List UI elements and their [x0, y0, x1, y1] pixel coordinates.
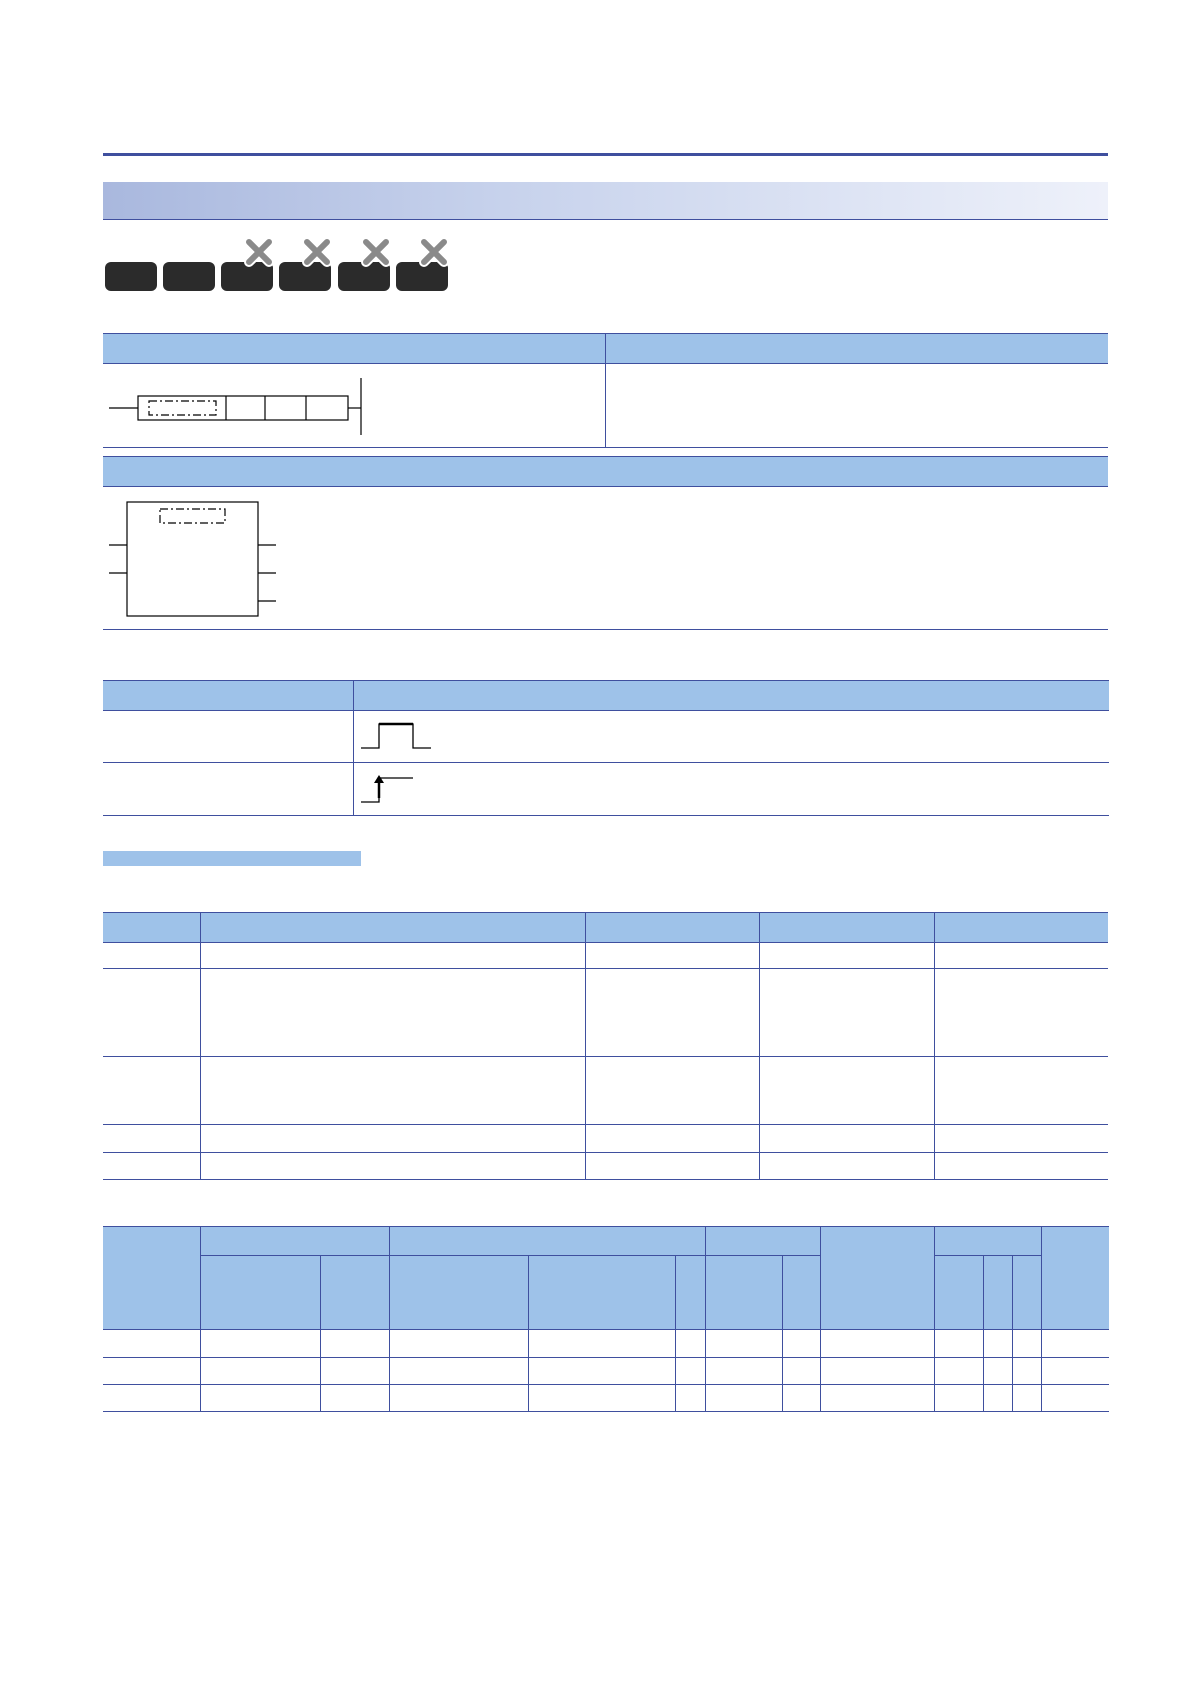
cross-mark-icon	[243, 236, 275, 268]
cross-mark-icon	[360, 236, 392, 268]
setting-data-section-tab	[103, 851, 361, 866]
ladder-table-divider	[605, 333, 606, 448]
execution-table-bottom	[103, 815, 1109, 816]
device-table-col	[675, 1255, 676, 1412]
operand-table-col-3	[759, 912, 760, 1180]
operand-table-header	[103, 912, 1108, 943]
device-table-col	[320, 1255, 321, 1412]
device-table-subheader-line-a	[200, 1255, 820, 1256]
operand-table-bottom	[103, 1179, 1108, 1180]
operand-table-col-1	[200, 912, 201, 1180]
fbd-table-header	[103, 456, 1108, 487]
execution-table-row-line	[103, 762, 1109, 763]
device-table-header	[103, 1226, 1109, 1330]
device-table-subheader-line-b	[934, 1255, 1041, 1256]
device-table-header-bottom	[103, 1329, 1109, 1330]
cross-mark-icon	[301, 236, 333, 268]
title-underline	[103, 219, 1108, 220]
device-table-col	[782, 1255, 783, 1412]
ladder-instruction-box-icon	[103, 368, 373, 438]
top-rule	[103, 153, 1108, 156]
pulse-waveform-icon	[358, 718, 438, 752]
section-title-bar	[103, 182, 1108, 220]
execution-table-divider	[353, 680, 354, 816]
ladder-table-bottom	[103, 447, 1108, 448]
device-table-row	[103, 1384, 1109, 1385]
operand-table-row-3	[103, 1124, 1108, 1125]
operand-table-col-2	[585, 912, 586, 1180]
cross-mark-icon	[418, 236, 450, 268]
device-table-row	[103, 1357, 1109, 1358]
operand-table-row-1	[103, 968, 1108, 969]
device-table-bottom	[103, 1411, 1109, 1412]
device-table-col	[528, 1255, 529, 1412]
operand-table-row-2	[103, 1056, 1108, 1057]
cpu-series-button-2	[163, 262, 215, 291]
execution-table-header	[103, 680, 1109, 711]
cpu-series-button-1	[105, 262, 157, 291]
operand-table-col-4	[934, 912, 935, 1180]
device-table-col	[1012, 1255, 1013, 1412]
fbd-table-bottom	[103, 629, 1108, 630]
fbd-block-icon	[103, 497, 283, 622]
rising-edge-icon	[358, 772, 438, 806]
device-table-col	[983, 1255, 984, 1412]
operand-table-row-4	[103, 1152, 1108, 1153]
